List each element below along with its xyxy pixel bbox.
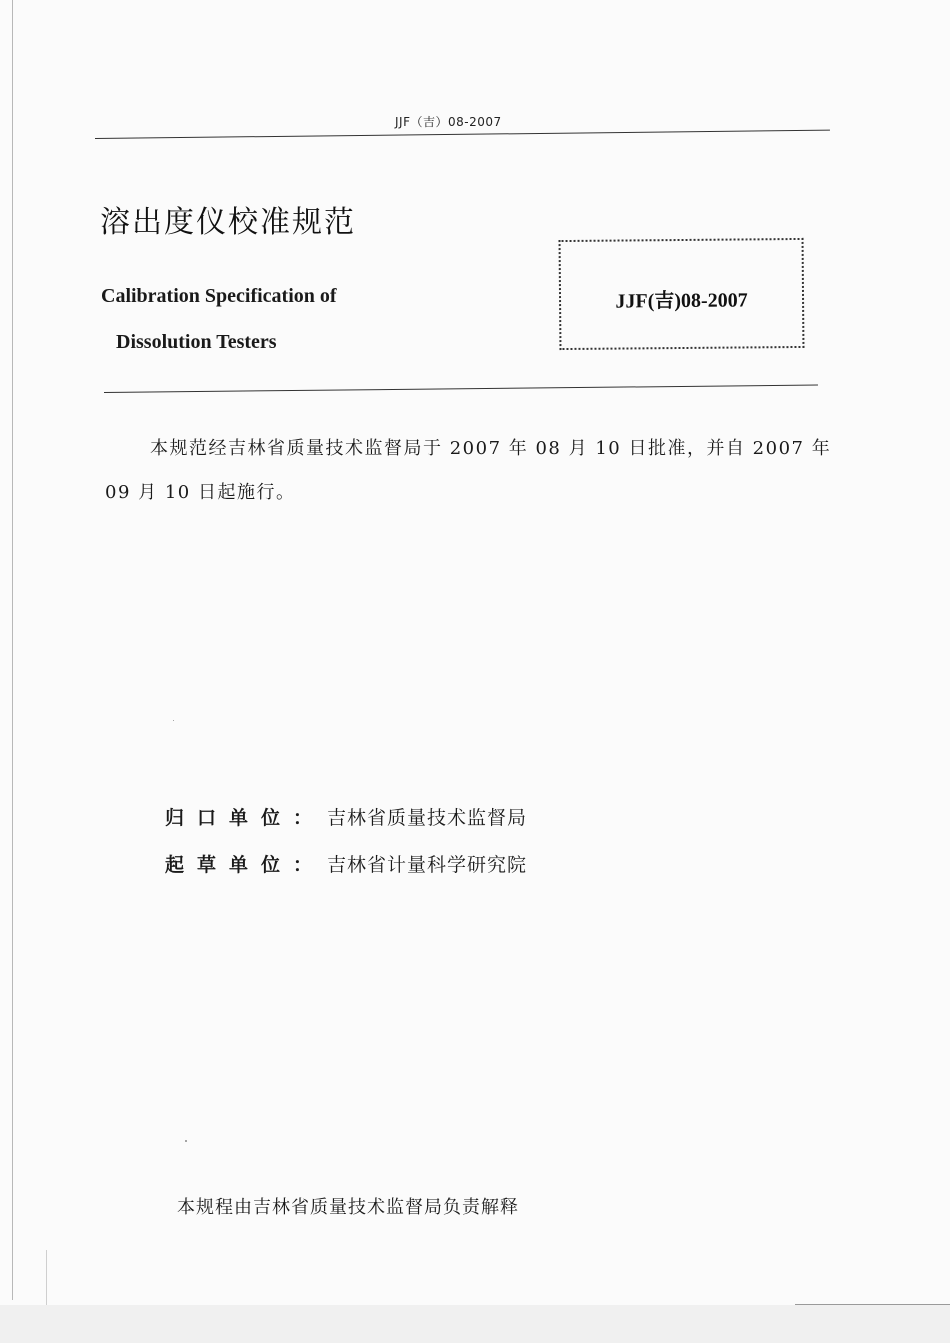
- approval-statement: 本规范经吉林省质量技术监督局于 2007 年 08 月 10 日批准，并自 2007 年 09 月 10 日起施行。: [105, 438, 832, 503]
- standard-code: JJF(吉)08-2007: [615, 289, 748, 313]
- document-title-english-line2: Dissolution Testers: [116, 331, 277, 353]
- page-edge-line: [12, 0, 13, 1300]
- drafting-org-value: 吉林省计量科学研究院: [327, 854, 528, 876]
- responsible-org-value: 吉林省质量技术监督局: [327, 807, 528, 829]
- drafting-org-label: 起草单位：: [165, 854, 326, 876]
- title-divider: [104, 385, 818, 393]
- scan-speck: [173, 720, 174, 721]
- scan-bottom-edge: [795, 1304, 950, 1305]
- standard-code-box: [559, 238, 805, 350]
- interpretation-note: 本规程由吉林省质量技术监督局负责解释: [177, 1197, 519, 1218]
- responsible-org-label: 归口单位：: [165, 807, 326, 829]
- header-divider: [95, 130, 830, 139]
- header-standard-code: JJF（吉）08-2007: [395, 115, 502, 129]
- responsible-org-row: [165, 803, 527, 830]
- document-title-chinese: 溶出度仪校准规范: [100, 205, 356, 240]
- scan-speck: [185, 1140, 187, 1142]
- document-title-english-line1: Calibration Specification of: [101, 285, 337, 307]
- page-edge-line-lower: [46, 1250, 47, 1310]
- scan-bottom-margin: [0, 1305, 950, 1343]
- drafting-org-row: [165, 850, 527, 877]
